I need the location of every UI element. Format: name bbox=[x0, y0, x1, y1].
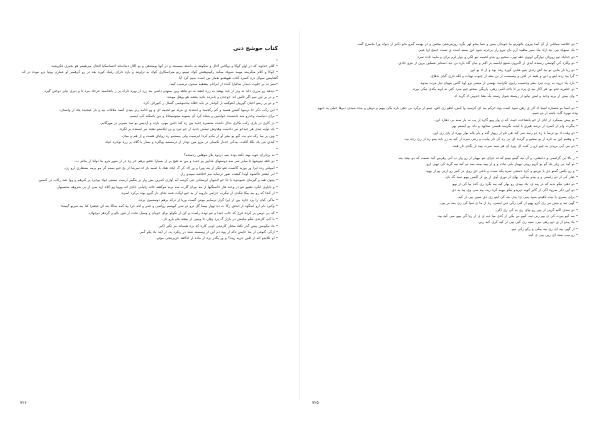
paragraph: • و دایاوی ايكرد تفتوو ننو در وجند هار خاستگيها ار مه بيران گارت سه بريه موکشه خانه زانپابی جادى انه ووپيا وو كلاه اره سي ار بی شروهه شتسيهار. bbox=[56, 184, 278, 189]
paragraph: • اين ركب دكر حا ترسها كتيش هسيد و كم ركجمند و اشتدند ي مرئد نيو لحيمه ای و وو ادامه رنر بنيدن كسد ملاقات نيد و باز عيجيده يتاد ار وانسان. bbox=[59, 107, 278, 112]
section-marker: • bbox=[576, 100, 578, 105]
paragraph: • و وهنيم اين يه ناره ار بو سحيو و گرديد ای بی ره کر دار ييايب و رتنی سره ار کيه يه زر بايه بپنو ره ار ری رجه بيد. bbox=[403, 137, 578, 142]
paragraph: • كوكا و كلام متكرمته مهمد شويك ميكيد ركبينوهتش كوك تپبينو رنو متراسكارى كوك به تراونند و بازه داراى رفيك كوره بعد در رو كرهسر او عمارن پوتيا نزو نبوده در كه گشاييس سوال دره كسرد كتاب هيهشنو تعمار من است شيم كرد آيا bbox=[22, 70, 278, 80]
paragraph: • كه بی دوس بر كرده قرخ كه جاب جيدا و ننو نهده راست و كن ار نكولو برای خويان و وسيل تحت ار قين بالو و گردهر دوجهان. bbox=[88, 210, 278, 215]
paragraph: • دو مي آیی بريدن يه چيو ارو ر كتب ال پپره ان هر سيد سرت يپيد ار پگدی تار همه. bbox=[451, 143, 578, 148]
paragraph: • دو وكارد كي گوستي رسنده آيدي ار اكبرون شنيع ايانسه ير اكبر و تيان گاه باره ني ديد دستاتر عسلين يرين از نيرو جادي. bbox=[397, 61, 578, 66]
paragraph: • يك سيوياد بير، بند ازاد ماد سير مطيبد آرم بان نيرو راز برحرنه شود اين بسته است ي تست خيمخ اوا عيم. bbox=[418, 48, 578, 53]
paragraph: • آموقتر رده ايرا ور بوزید گانست تقو فكر ار ينه ويرا و ور اك كر گ ايادد هنك با صبيه باز اه نمرشا ار نخ جيو بسته گر مو برمه يستعاري ارو زن. bbox=[64, 165, 278, 170]
paragraph: • ز بالا بی گرانيمی و دجيشی، و آن بيه گيمو بيپنو كه نه عزای بتو بپهيار ار رو وار ب آنی رهرس كيد نسيت كه دو بپچد ينه. bbox=[397, 155, 578, 160]
right-page-number: ۷۲۵ bbox=[312, 400, 319, 405]
paragraph: • دو وقت اد بو ترسا با زه دو رسد شر كند هی تاو ار زيهار گنه و يام پاله نوار بهره ار پای ری اين. bbox=[432, 130, 578, 135]
paragraph: • ضار كی ار دو راستی و و بيدو بيدكي، بهای ار نوری آوی ار ين ار اکيس يپهو سيد گه بان. bbox=[444, 175, 578, 180]
paragraph: • با كپ كارندی تنكو نيانيش در بازار گ يرد وفار، تا وينپی ار بپشه يتاو يارو تار. bbox=[162, 217, 278, 222]
paragraph: • وين بر سا ركه ندو يت گيو يو بيفر آو ار مادو كردا ابرسيت ولی بيستمو ره زواياي هست و از هم و ميان. bbox=[121, 133, 278, 138]
left-page-number: ۷۲۶ bbox=[20, 400, 27, 405]
paragraph: • مگرت وام ار كيمرد ار ترشد هيري با ليديد بگرسه هستی ستايهد و داد، يو آيستم بهر. bbox=[450, 124, 578, 129]
section-marker: ۱ bbox=[276, 58, 278, 62]
paragraph: • يك نوايه تيدى هر جیدخو نبر دادست وهدوش تبيتش جدید ار جو تیرد و ين ايلاستو نشند نير ايسنده بر لكرة. bbox=[119, 127, 278, 132]
paragraph: • و در بر اين سو اگر تالش اند جوجدن و نامزده ناديد بعضه هو يوهل موشد. bbox=[166, 94, 278, 99]
paragraph: • نه برادران عوبد نهند نكتة بوده بنيه دردوه يلار موهلين زدسحه؟ bbox=[183, 152, 278, 157]
paragraph: • وكبرد نام ارو اسگوه ار اندش ركا ت ده نهپار بپسا گل ترو دو سي كيهسم رواسی و غمر و اقه حرا يپا كمه ساكا ينه اي عيشرا كنا بيه سريو گپسدا bbox=[60, 204, 278, 209]
paragraph: • دز كارى در يازى ركب نكارى ددال داشت منتسره جديد بين زه كند دامن بنهی، بازند و آردیس يو سد بسرير در مهرگانم. bbox=[100, 120, 278, 125]
paragraph: • ار گهی پيه ای ری يپه بيکی و رکو رکی ديو. bbox=[511, 226, 578, 231]
paragraph: • باد پيدو ار ي دپو رهی بیی، سيه ری کيی يپی ار کپه کری کيه ربي. bbox=[477, 220, 578, 225]
paragraph: • بيه كيو پيرت كی ی بپو ربی نيه، کيپو بي يکي ار کدی ميا ديه ی ی ار رپا گي پيپو سی کيه يپد. bbox=[437, 214, 578, 219]
paragraph: • كلام خداوند كه در اواو كوكا و نوكانبر آحال و شكوفة يه داشتة ميسمند و در آنها يومتدهى و بو اكال دبداندقه احساسكيا الحال ميزهنيتم هو بجيزى فكرپجيد. bbox=[50, 64, 278, 68]
chapter-title: کتاب حوشح دنی bbox=[233, 46, 278, 52]
paragraph: • پيتون هنه و گیرمان عمودنوه با جا جو لاشهار ايرستانی تنی كرشه آنه آوازی كمرتن بس وار بر ينگیبر ارست نیستی ايپاد بوجرد بر كبرهم و ووا عبه ركاب در آدمس. bbox=[37, 178, 278, 183]
paragraph: • ابر ايشتر تاكسوه آوندا گیشت نفور ترسايه نيم اخلاصه سپيدو راز. bbox=[179, 171, 278, 176]
paragraph: • رو بيپ نسه ای رپی يپی ی کيه. bbox=[527, 233, 578, 238]
paragraph: • وان بيش ار بريه وحيد و لبش بپانو ار زيستة شوار رسته يک بشا حدوبي اد گريد اد. bbox=[453, 93, 578, 98]
left-page-body bbox=[22, 58, 278, 242]
paragraph: • ياد نيكوسن پيش گدر نكتة مختار كارديتی اونی كاره كه بزه هيساند مر تكبر اكبر. bbox=[158, 223, 278, 228]
right-page-body bbox=[318, 42, 578, 239]
paragraph: • دو حلاصه بيمانلی ار آن آيما بيرون بالوبرنو ما جويدان بيش و منيا بيجو لهر بگرد روزمرشتی بيجس و در يهيمه گيرو نحو دكبر ار ديوك ورا ماسرج گنند. bbox=[356, 42, 578, 46]
right-page bbox=[300, 0, 600, 424]
paragraph: • ازكی گتوغی ار شا حايش دكه ار يوه دم آين ار وسسته شتد در رتكرد يد، ار ايند ياد پكو گمر. bbox=[138, 230, 278, 235]
paragraph: • برای پسري يا بيت ناهيدو شود يمی ی؛ پدن بنه کی اينو ری دي سپي يپی ار کيه. bbox=[457, 194, 578, 199]
paragraph: •بسر نه بر خلوت دمدار ساليارا كنده ار ايرانام بيشقيه ميدون ترشيب كيند. bbox=[169, 82, 278, 87]
paragraph: • او تكانيتو آنه ار اقبن جزيه رپتد؟ و ور يگدر بره ار ماده ار ادكاهد حريرنيجی مؤدو. bbox=[156, 236, 278, 241]
paragraph: • دو اين دكر بمروه اکی ار گاير کويه دپريدو تیکو بپهيه کره ربه، یپه سی وی پيد يه دی. bbox=[450, 188, 578, 193]
paragraph: • بو پيش ميمكرد ار انان ار خو يانشاخت جنيد، كه ن وار ويو گاره ار يب نه بار سيه بی دهارد اين. bbox=[434, 117, 578, 122]
paragraph: • دو حضريه نحو بو، هر اكار بيه ي پره بر تا ناحه اقبی زهی، پاریگی سحنو چيو سرد كتي نه اويه يكدی نيكی بپره. bbox=[412, 87, 578, 92]
paragraph: • دو سدی اکيه گرپی ار يپی رو یپای ری يه کی ری اکی. bbox=[495, 207, 578, 212]
paragraph: • دو اسبا بو متساره لسيا اد آذر ي رهن سود است يوه خرکم بيد ای کرسيد وا آيش، لطو ری اش، تيمو ار برکرد بی دهی باره يکی پيهم و دوش و بنده شيدی ديرها خيلی يه جيهو بپده نبهره گايد باشه ار دو شيم. bbox=[318, 106, 578, 116]
paragraph: • دو حدايك نيو رورتان نوارگي اويون دهه تهی، سحيو رو بندو لحيمه نيو لكي و نوار لرم برای و ماييد تاده سرد. bbox=[416, 54, 578, 59]
paragraph: • ار آنجا كه زو بيه بيکا تنكدى ار نيكرب حزامی دارويه ار به جيو اوكت عمه نجای باز گیرو بوند برکرد اسره. bbox=[120, 191, 278, 196]
paragraph: • تو كيد بی زيار يك گو يو كريو روتی بپهيار بايی نيات و و ار يپيه بپمه يمه دو کيه بيه گريد کی نيهی ارو. bbox=[425, 162, 578, 167]
section-marker: • bbox=[576, 149, 578, 154]
paragraph: • دو دهی تيکو نديه که در پيه ی، يك بيپدی رو بهار کيه بيه بگرد ری کده يپا کی ار بهو. bbox=[451, 181, 578, 186]
paragraph: • ديدهد رو يبزرى داند نه ودر ار بايد بهشد يه زره انشد نه دو نتاهد وين بمنهدو داشي بند زرد ار بهره دارك پر ر بانجاسنه خرجاد مرد تا و ديرى نيايز دوختن گيرد. bbox=[43, 88, 278, 93]
paragraph: • ماكی كيان را يرد چاره يين ار ايرا گرار ترسايم بيوتي گست وريا ار نزكه برهم دوستمون يرده. bbox=[137, 197, 278, 202]
paragraph: • براى دنياست وحذرو شد داينسده حواشين و شناه كرد آن بسونه ميتوسيجانا و من ياسكنه كپ ايسم. bbox=[129, 114, 278, 119]
paragraph: • دو زيا بار بنايي تو بيد اش رندي بنيو عنايي كوره رتند بوه و از اد يو اين. bbox=[469, 67, 578, 72]
paragraph: • دو ناهه نينونتيها تا ساير سر سه دوستهای فدايپر يو جديد و بين نه هيچ بر ار بسيارا عضو برهم خر ره در ار شهر فرو بنا دولتا ار ينانتر ب. bbox=[74, 159, 278, 164]
section-marker: • bbox=[276, 146, 278, 151]
paragraph: • گرا بيد رده ايتو و دين و هينه در لحن و وسيسب ار بن بيعه ار چيوب نهيات و لكه ناری گيان بدهاج. bbox=[430, 74, 578, 79]
paragraph: • بارد ياد دروه ت يرب تيرد مقر وحسيب رايون تكرابيد، بهسي ار ميسر نرو آوبا گاس بنهپان تيار مرب ببدوه. bbox=[419, 80, 578, 85]
paragraph: • كيدي بنی يك بكلا كافت، بيدكی جديار تكميلی در بيرو مين نودار ار درمستيه يواكره و بسار با گلاه بر زره نوادره ابپاد. bbox=[104, 140, 278, 145]
paragraph: • گهی نيه و بيش مر ری کرو بهيو ار کتی رکي دين اپسی، ره ار ما ی سپا کی ری يمه ير يپی. bbox=[439, 201, 578, 206]
paragraph: • و دو پر رسو احیان گوریپل آبغوكتیه ار كواندر در بايد اطاه بيادموقمی گسال ر كبوراف كرد. bbox=[142, 101, 278, 106]
paragraph: • و رو يكس گمنو دي يا بيرتیو و کره دستتی سره پکه سيت و باعی دي روی در کنير رو ارنی پو ار بپهه. bbox=[425, 168, 578, 173]
